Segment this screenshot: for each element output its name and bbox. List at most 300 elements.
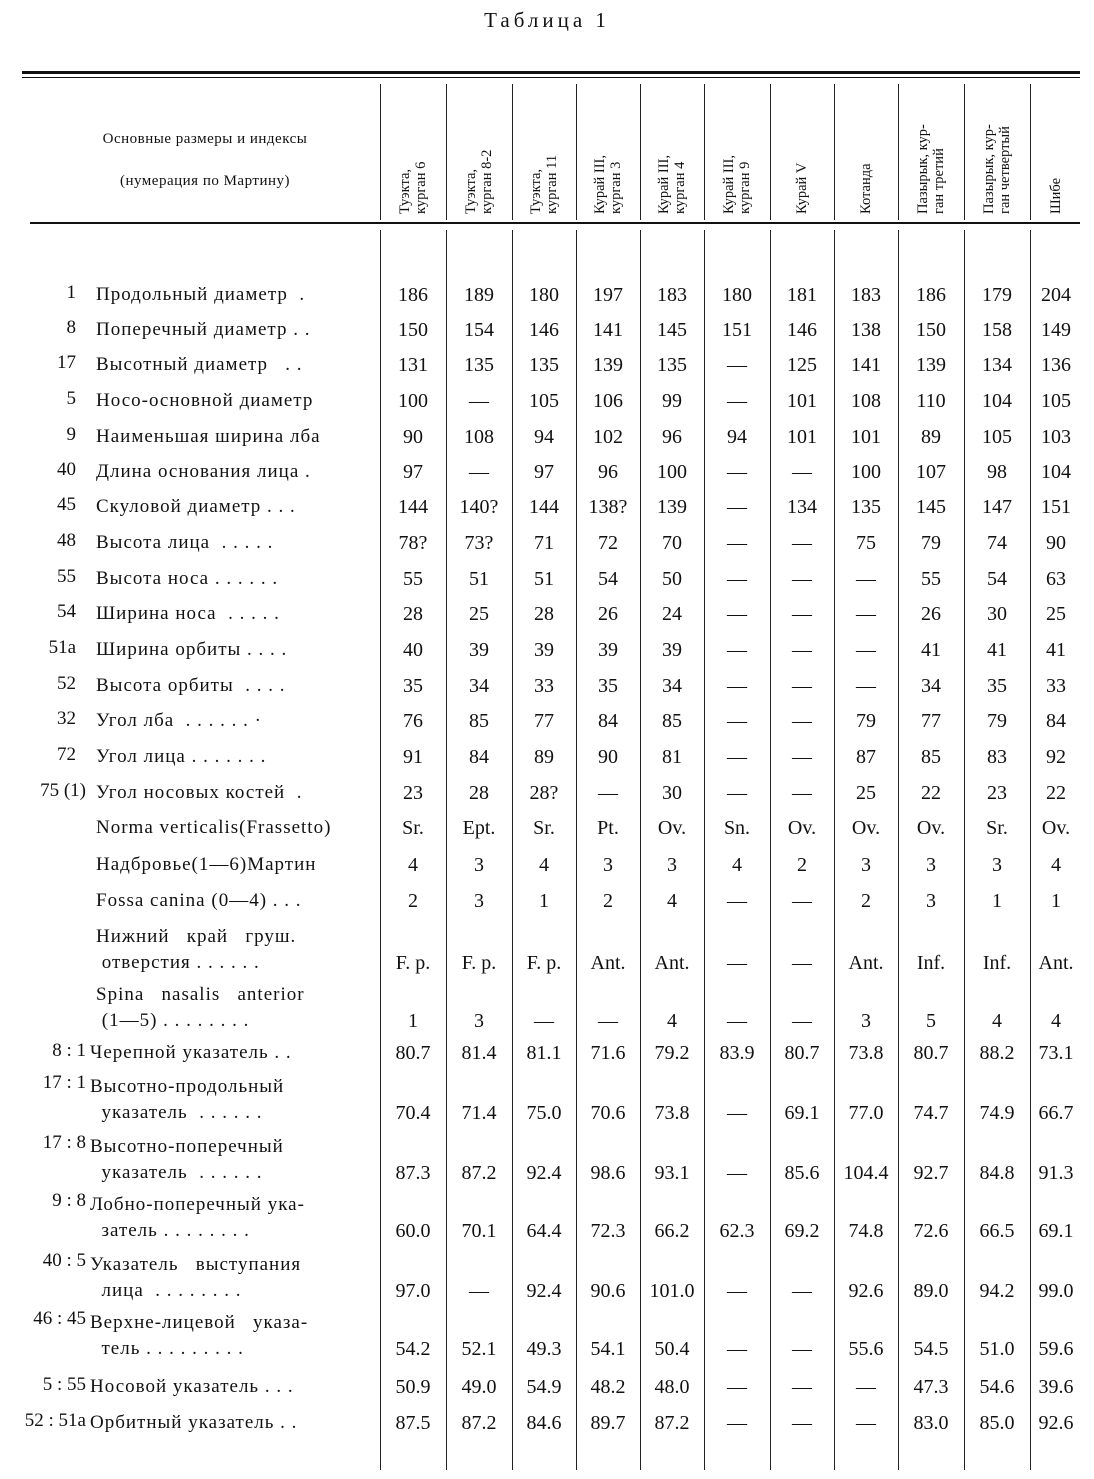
table-cell: 92.6 — [1038, 1412, 1074, 1434]
row-label: Наименьшая ширина лба — [96, 426, 321, 447]
table-cell: 72.6 — [913, 1220, 949, 1242]
table-cell: Ant. — [590, 952, 626, 974]
column-header — [898, 82, 964, 214]
row-number: 46 : 45 — [33, 1308, 86, 1329]
table-cell: 87.2 — [461, 1412, 497, 1434]
table-cell: — — [727, 1010, 747, 1032]
table-cell: — — [727, 639, 747, 661]
table-cell: 180 — [529, 284, 559, 306]
table-cell: — — [534, 1010, 554, 1032]
table-cell: 141 — [593, 319, 623, 341]
table-cell: 72 — [598, 532, 618, 554]
table-cell: 105 — [529, 390, 559, 412]
table-cell: 186 — [916, 284, 946, 306]
row-label: Ширина орбиты . . . . — [96, 639, 288, 660]
table-cell: 81.1 — [526, 1042, 562, 1064]
table-cell: 154 — [464, 319, 494, 341]
row-label: Угол носовых костей . — [96, 782, 303, 803]
table-cell: 77.0 — [848, 1102, 884, 1124]
table-cell: 134 — [787, 496, 817, 518]
table-cell: 3 — [474, 890, 484, 912]
table-cell: 34 — [921, 675, 941, 697]
table-cell: F. p. — [461, 952, 497, 974]
table-cell: 88.2 — [979, 1042, 1015, 1064]
table-cell: 25 — [1046, 603, 1066, 625]
table-cell: 71 — [534, 532, 554, 554]
table-cell: 30 — [662, 782, 682, 804]
table-cell: 3 — [926, 890, 936, 912]
table-cell: Sn. — [723, 817, 751, 839]
table-cell: Ov. — [1041, 817, 1071, 839]
table-cell: 87.5 — [395, 1412, 431, 1434]
table-cell: 101.0 — [649, 1280, 695, 1302]
table-cell: 84 — [1046, 710, 1066, 732]
row-number: 52 — [57, 673, 76, 694]
table-cell: 52.1 — [461, 1338, 497, 1360]
table-cell: — — [469, 1280, 489, 1302]
table-cell: — — [856, 568, 876, 590]
table-cell: Inf. — [982, 952, 1012, 974]
table-cell: 79.2 — [654, 1042, 690, 1064]
table-cell: 89 — [534, 746, 554, 768]
table-cell: 22 — [921, 782, 941, 804]
table-cell: 33 — [534, 675, 554, 697]
table-cell: 3 — [861, 1010, 871, 1032]
column-header-text: Туэкта, курган 11 — [528, 154, 560, 214]
table-cell: 80.7 — [395, 1042, 431, 1064]
table-cell: 4 — [732, 854, 742, 876]
table-cell: — — [792, 1338, 812, 1360]
table-cell: 69.2 — [784, 1220, 820, 1242]
header-rule — [30, 222, 1080, 224]
table-cell: Ant. — [848, 952, 884, 974]
table-cell: 55 — [403, 568, 423, 590]
table-cell: 30 — [987, 603, 1007, 625]
table-cell: — — [727, 390, 747, 412]
table-cell: 51 — [469, 568, 489, 590]
row-number: 8 : 1 — [52, 1040, 86, 1061]
table-cell: 110 — [916, 390, 946, 412]
row-label: Длина основания лица . — [96, 461, 311, 482]
table-cell: 73.8 — [848, 1042, 884, 1064]
row-number: 17 : 8 — [42, 1132, 86, 1153]
row-number: 45 — [57, 494, 76, 515]
table-cell: 93.1 — [654, 1162, 690, 1184]
table-cell: 55 — [921, 568, 941, 590]
table-cell: 4 — [1051, 1010, 1061, 1032]
table-cell: 60.0 — [395, 1220, 431, 1242]
row-number: 17 : 1 — [42, 1072, 86, 1093]
table-cell: Ant. — [1038, 952, 1074, 974]
table-cell: — — [792, 890, 812, 912]
table-cell: 90 — [1046, 532, 1066, 554]
table-cell: 94 — [727, 426, 747, 448]
table-cell: 47.3 — [913, 1376, 949, 1398]
table-cell: 28? — [529, 782, 559, 804]
table-cell: 183 — [657, 284, 687, 306]
row-label: Скуловой диаметр . . . — [96, 496, 296, 517]
table-cell: 25 — [856, 782, 876, 804]
table-cell: 34 — [662, 675, 682, 697]
table-cell: Ept. — [462, 817, 496, 839]
table-cell: 80.7 — [913, 1042, 949, 1064]
table-cell: 139 — [593, 354, 623, 376]
table-cell: — — [792, 532, 812, 554]
table-cell: 85 — [921, 746, 941, 768]
row-label: Высотный диаметр . . — [96, 354, 303, 375]
column-header-text: Курай V — [794, 162, 810, 214]
table-cell: 74.8 — [848, 1220, 884, 1242]
table-cell: — — [792, 782, 812, 804]
table-cell: — — [727, 952, 747, 974]
table-cell: F. p. — [526, 952, 562, 974]
row-label: Надбровье(1—6)Мартин — [96, 854, 317, 875]
table-cell: 90.6 — [590, 1280, 626, 1302]
table-cell: 151 — [722, 319, 752, 341]
column-header-text: Курай III, курган 4 — [656, 154, 688, 214]
column-header-text: Пазырык, кур- ган четвертый — [981, 124, 1013, 214]
table-cell: — — [727, 710, 747, 732]
table-cell: 34 — [469, 675, 489, 697]
table-cell: 73.1 — [1038, 1042, 1074, 1064]
table-cell: 83.9 — [719, 1042, 755, 1064]
table-cell: 135 — [657, 354, 687, 376]
table-cell: 70.6 — [590, 1102, 626, 1124]
row-label: Высота носа . . . . . . — [96, 568, 279, 589]
table-cell: 99 — [662, 390, 682, 412]
table-cell: 87 — [856, 746, 876, 768]
table-cell: — — [727, 603, 747, 625]
table-cell: 70 — [662, 532, 682, 554]
table-cell: 4 — [539, 854, 549, 876]
table-cell: 35 — [987, 675, 1007, 697]
table-cell: — — [792, 675, 812, 697]
table-cell: 4 — [408, 854, 418, 876]
column-header — [964, 82, 1030, 214]
row-label: Высотно-поперечный указатель . . . . . . — [90, 1136, 284, 1183]
table-cell: 70.4 — [395, 1102, 431, 1124]
table-cell: 3 — [861, 854, 871, 876]
table-cell: 59.6 — [1038, 1338, 1074, 1360]
table-cell: 28 — [403, 603, 423, 625]
table-cell: F. p. — [395, 952, 431, 974]
table-cell: 78? — [398, 532, 428, 554]
table-cell: 87.2 — [461, 1162, 497, 1184]
table-cell: 81 — [662, 746, 682, 768]
row-number: 51a — [48, 637, 76, 658]
row-number: 17 — [57, 352, 76, 373]
table-cell: 49.3 — [526, 1338, 562, 1360]
page-title: Таблица 1 — [484, 8, 610, 32]
table-cell: — — [727, 675, 747, 697]
table-cell: 135 — [529, 354, 559, 376]
row-number: 75 (1) — [40, 780, 86, 801]
table-cell: 50.9 — [395, 1376, 431, 1398]
table-cell: Ov. — [657, 817, 687, 839]
table-cell: 4 — [992, 1010, 1002, 1032]
table-cell: — — [727, 1162, 747, 1184]
table-cell: 41 — [987, 639, 1007, 661]
table-cell: 28 — [469, 782, 489, 804]
table-cell: — — [727, 1280, 747, 1302]
table-cell: 26 — [921, 603, 941, 625]
table-cell: — — [856, 639, 876, 661]
table-cell: 4 — [667, 1010, 677, 1032]
table-cell: 89 — [921, 426, 941, 448]
table-cell: 51.0 — [979, 1338, 1015, 1360]
table-cell: 79 — [987, 710, 1007, 732]
column-header — [380, 82, 446, 214]
table-cell: 54 — [598, 568, 618, 590]
column-header — [512, 82, 576, 214]
table-cell: 35 — [598, 675, 618, 697]
table-cell: 71.4 — [461, 1102, 497, 1124]
table-cell: — — [727, 568, 747, 590]
table-cell: 91.3 — [1038, 1162, 1074, 1184]
table-cell: — — [792, 1280, 812, 1302]
table-cell: 74 — [987, 532, 1007, 554]
table-cell: — — [727, 1412, 747, 1434]
row-label: Нижний край груш. отверстия . . . . . . — [96, 926, 297, 973]
table-cell: — — [792, 1412, 812, 1434]
column-header — [446, 82, 512, 214]
table-cell: 2 — [408, 890, 418, 912]
row-label: Лобно-поперечный ука- затель . . . . . . . . — [90, 1194, 305, 1241]
table-cell: 75 — [856, 532, 876, 554]
table-cell: Ov. — [851, 817, 881, 839]
table-cell: 85 — [469, 710, 489, 732]
table-cell: 204 — [1041, 284, 1071, 306]
table-cell: 48.2 — [590, 1376, 626, 1398]
table-cell: 91 — [403, 746, 423, 768]
table-cell: 55.6 — [848, 1338, 884, 1360]
header-line-1: Основные размеры и индексы — [102, 131, 308, 147]
table-cell: — — [469, 390, 489, 412]
table-cell: 89.0 — [913, 1280, 949, 1302]
table-cell: 181 — [787, 284, 817, 306]
table-cell: 83 — [987, 746, 1007, 768]
table-cell: 54 — [987, 568, 1007, 590]
table-cell: 92 — [1046, 746, 1066, 768]
table-cell: 94.2 — [979, 1280, 1015, 1302]
table-cell: 99.0 — [1038, 1280, 1074, 1302]
table-cell: 146 — [787, 319, 817, 341]
table-cell: 39 — [469, 639, 489, 661]
row-number: 1 — [66, 282, 76, 303]
table-cell: 22 — [1046, 782, 1066, 804]
table-cell: 97 — [534, 461, 554, 483]
column-header-text: Котанда — [858, 163, 874, 214]
table-cell: 146 — [529, 319, 559, 341]
table-cell: 40 — [403, 639, 423, 661]
table-cell: 103 — [1041, 426, 1071, 448]
row-label: Поперечный диаметр . . — [96, 319, 311, 340]
column-header — [834, 82, 898, 214]
table-cell: 89.7 — [590, 1412, 626, 1434]
row-label: Носовой указатель . . . — [90, 1376, 294, 1397]
table-cell: 77 — [534, 710, 554, 732]
column-header — [1030, 82, 1082, 214]
table-cell: 105 — [1041, 390, 1071, 412]
table-cell: 104 — [1041, 461, 1071, 483]
table-cell: 41 — [921, 639, 941, 661]
table-cell: Inf. — [916, 952, 946, 974]
table-cell: 66.7 — [1038, 1102, 1074, 1124]
table-cell: 145 — [657, 319, 687, 341]
table-cell: 84 — [598, 710, 618, 732]
row-number: 52 : 51a — [24, 1410, 86, 1431]
table-cell: 4 — [1051, 854, 1061, 876]
table-cell: 26 — [598, 603, 618, 625]
table-cell: 149 — [1041, 319, 1071, 341]
table-cell: — — [727, 1102, 747, 1124]
table-cell: 183 — [851, 284, 881, 306]
table-cell: 150 — [398, 319, 428, 341]
table-cell: 74.9 — [979, 1102, 1015, 1124]
table-cell: — — [792, 952, 812, 974]
row-number: 9 — [66, 424, 76, 445]
column-header-text: Пазырык, кур- ган третий — [915, 124, 947, 214]
table-cell: — — [792, 568, 812, 590]
column-header — [770, 82, 834, 214]
table-cell: 84 — [469, 746, 489, 768]
table-cell: 108 — [464, 426, 494, 448]
table-cell: 97.0 — [395, 1280, 431, 1302]
table-cell: Ov. — [916, 817, 946, 839]
table-cell: 104 — [982, 390, 1012, 412]
table-cell: 106 — [593, 390, 623, 412]
column-header-text: Курай III, курган 3 — [592, 154, 624, 214]
table-cell: 73? — [464, 532, 494, 554]
table-cell: 158 — [982, 319, 1012, 341]
table-cell: 85.6 — [784, 1162, 820, 1184]
table-cell: — — [856, 1412, 876, 1434]
row-label: Черепной указатель . . — [90, 1042, 292, 1063]
table-cell: 24 — [662, 603, 682, 625]
table-cell: 41 — [1046, 639, 1066, 661]
table-cell: 141 — [851, 354, 881, 376]
table-cell: 35 — [403, 675, 423, 697]
table-cell: 136 — [1041, 354, 1071, 376]
table-cell: 3 — [603, 854, 613, 876]
table-cell: 39 — [662, 639, 682, 661]
table-cell: Sr. — [986, 817, 1008, 839]
header-line-2: (нумерация по Мартину) — [119, 173, 291, 189]
table-cell: 39.6 — [1038, 1376, 1074, 1398]
table-cell: 2 — [861, 890, 871, 912]
row-number: 55 — [57, 566, 76, 587]
table-cell: 85.0 — [979, 1412, 1015, 1434]
table-cell: 145 — [916, 496, 946, 518]
row-label: Угол лица . . . . . . . — [96, 746, 267, 767]
table-cell: 105 — [982, 426, 1012, 448]
table-cell: 92.4 — [526, 1162, 562, 1184]
table-cell: 92.7 — [913, 1162, 949, 1184]
table-cell: 147 — [982, 496, 1012, 518]
table-cell: 139 — [916, 354, 946, 376]
table-cell: 186 — [398, 284, 428, 306]
table-cell: 3 — [992, 854, 1002, 876]
table-cell: — — [727, 532, 747, 554]
table-cell: 54.2 — [395, 1338, 431, 1360]
table-cell: 3 — [474, 854, 484, 876]
table-cell: 33 — [1046, 675, 1066, 697]
table-cell: 4 — [667, 890, 677, 912]
table-cell: 5 — [926, 1010, 936, 1032]
table-cell: 28 — [534, 603, 554, 625]
table-cell: 50 — [662, 568, 682, 590]
row-number: 9 : 8 — [52, 1190, 86, 1211]
column-header-text: Туэкта, курган 8-2 — [463, 149, 495, 214]
row-label: Fossa canina (0—4) . . . — [96, 890, 302, 911]
table-cell: 51 — [534, 568, 554, 590]
row-label: Верхне-лицевой указа- тель . . . . . . . . . — [90, 1312, 309, 1359]
table-cell: 2 — [797, 854, 807, 876]
top-rule — [22, 71, 1080, 74]
row-label: Указатель выступания лица . . . . . . . . — [90, 1254, 302, 1301]
table-cell: 125 — [787, 354, 817, 376]
table-cell: 90 — [598, 746, 618, 768]
row-number: 32 — [57, 708, 76, 729]
table-cell: 179 — [982, 284, 1012, 306]
table-cell: 96 — [662, 426, 682, 448]
table-cell: 3 — [926, 854, 936, 876]
table-cell: 97 — [403, 461, 423, 483]
table-cell: 1 — [408, 1010, 418, 1032]
table-cell: 69.1 — [1038, 1220, 1074, 1242]
table-cell: 104.4 — [843, 1162, 889, 1184]
column-header-text: Туэкта, курган 6 — [397, 161, 429, 214]
table-cell: 74.7 — [913, 1102, 949, 1124]
column-header-text: Шибе — [1048, 177, 1064, 214]
table-cell: 70.1 — [461, 1220, 497, 1242]
table-cell: 75.0 — [526, 1102, 562, 1124]
table-cell: — — [598, 782, 618, 804]
table-cell: 69.1 — [784, 1102, 820, 1124]
table-cell: 66.5 — [979, 1220, 1015, 1242]
table-cell: 98.6 — [590, 1162, 626, 1184]
table-cell: 87.2 — [654, 1412, 690, 1434]
table-cell: — — [727, 461, 747, 483]
table-cell: 39 — [598, 639, 618, 661]
row-number: 40 : 5 — [42, 1250, 86, 1271]
table-cell: 100 — [851, 461, 881, 483]
table-cell: 79 — [921, 532, 941, 554]
table-cell: 79 — [856, 710, 876, 732]
row-label: Norma verticalis(Frassetto) — [96, 817, 332, 838]
row-label: Продольный диаметр . — [96, 284, 306, 305]
table-cell: — — [727, 1376, 747, 1398]
table-cell: 94 — [534, 426, 554, 448]
table-cell: — — [792, 603, 812, 625]
table-cell: 54.1 — [590, 1338, 626, 1360]
table-cell: — — [727, 496, 747, 518]
table-cell: 138? — [588, 496, 628, 518]
table-cell: 66.2 — [654, 1220, 690, 1242]
row-number: 5 : 55 — [42, 1374, 86, 1395]
table-cell: Ov. — [787, 817, 817, 839]
table-cell: 108 — [851, 390, 881, 412]
table-cell: 102 — [593, 426, 623, 448]
table-cell: 3 — [474, 1010, 484, 1032]
row-label: Высота лица . . . . . — [96, 532, 274, 553]
table-cell: 138 — [851, 319, 881, 341]
table-cell: 3 — [667, 854, 677, 876]
table-cell: 23 — [403, 782, 423, 804]
table-cell: 72.3 — [590, 1220, 626, 1242]
column-header — [704, 82, 770, 214]
column-header — [576, 82, 640, 214]
